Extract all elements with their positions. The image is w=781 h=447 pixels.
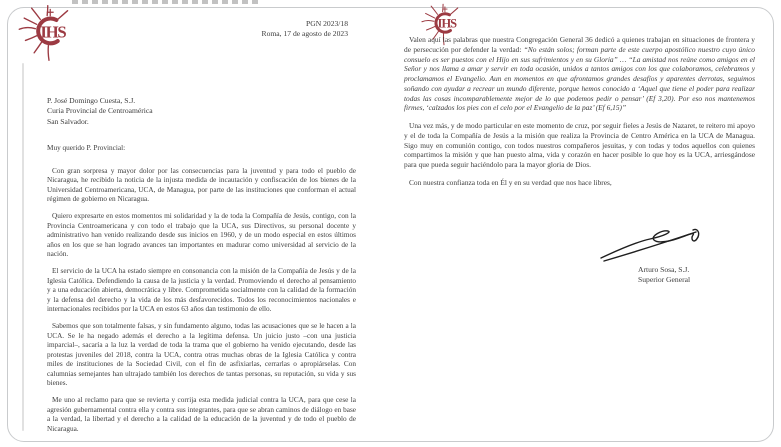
letter-page-2 xyxy=(383,8,773,441)
paragraph-1: Con gran sorpresa y mayor dolor por las consecuencias para la juventud y para todo el pueblo de Nicaragua, he recibido la noticia de la injusta medida de incautación y confiscación de los bienes de la Universidad Centroamericana, UCA, de Managua, por parte de las instituciones que conforman el actual régimen de gobierno en Nicaragua. xyxy=(47,166,356,204)
paragraph-3: El servicio de la UCA ha estado siempre en consonancia con la misión de la Compañía de Jesús y de la Iglesia Católica. Defendiendo la causa de la justicia y la verdad. Promoviendo el derecho al pensamiento y a una educación abierta, democrática y libre. Comprometida socialmente con la calidad de la formación y la defensa del derecho y la vida de los más desfavorecidos. Todos los reconocimientos nacionales e internacionales recibidos por la UCA en estos 63 años dan testimonio de ello. xyxy=(47,266,356,314)
recipient-name: P. José Domingo Cuesta, S.J. xyxy=(47,96,136,105)
letter-sheet xyxy=(7,7,774,442)
paragraph-5: Me uno al reclamo para que se revierta y corrija esta medida judicial contra la UCA, para que cese la agresión gubernamental contra ella y contra sus integrantes, para que se abran caminos de diálogo en base a la verdad, la libertad y el derecho a la calidad de la educación de la juventud y de todo el pueblo de Nicaragua. xyxy=(47,396,356,433)
quote-italic: “No están solos; forman parte de este cuerpo apostólico nuestro cuyo único consuelo es ser puestos con el Hijo en sus sufrimientos y en su Gloria” … “La amistad nos reúne como amigos en el Señor y nos llama a amar y servir en toda ocasión, unidos a tantos amigos con los que colaboramos, celebramos y proclamamos el Evangelio. Aun en momentos en que afrontamos grandes desafíos y aparentes derrotas, seguimos soñando con ayudar a recrear un mundo diferente, porque hemos conocido a ‘Aquel que tiene el poder para realizar todas las cosas incomparablemente mejor de lo que podemos pedir o pensar’ (Ef 3,20). Por eso nos mantenemos firmes, ‘calzados los pies con el celo por el Evangelio de la paz’ (Ef 6,15)” xyxy=(404,44,755,113)
paragraph-support: Una vez más, y de modo particular en este momento de cruz, por seguir fieles a Jesús de Nazaret, te reitero mi apoyo y el de toda la Compañía de Jesús a la misión que realiza la Provincia de Centro América en la UCA de Managua. Sigo muy en comunión contigo, con todos nuestros compañeros jesuitas, y con todas y todos aquellos con quienes compartimos la misión y que han puesto alma, vida y corazón en hacer posible lo que hoy es la UCA, arriesgándose para que pueda seguir haciéndolo para la mayor gloria de Dios. xyxy=(404,121,755,169)
signer-name: Arturo Sosa, S.J. xyxy=(638,265,690,274)
recipient-address xyxy=(47,96,153,127)
letter-body-page-2 xyxy=(404,35,755,196)
ihs-jesuit-seal-icon xyxy=(18,4,80,62)
signer-title: Superior General xyxy=(638,275,691,284)
scan-fold-shadow xyxy=(22,63,24,431)
recipient-org: Curia Provincial de Centroamérica xyxy=(47,106,153,116)
svg-text:IHS: IHS xyxy=(437,16,457,31)
salutation: Muy querido P. Provincial: xyxy=(47,144,126,152)
reference-number: PGN 2023/18 xyxy=(306,19,348,28)
paragraph-2: Quiero expresarte en estos momentos mi solidaridad y la de toda la Compañía de Jesús, contigo, con la Provincia Centroamericana y con todo el trabajo que la UCA, sus Directivos, su personal docente y administrativo han venido realizando desde sus inicios en 1960, y de un modo especial en estos últimos años en los que se han logrado avances tan importantes en madurar como universidad al servicio de la nación. xyxy=(47,211,356,259)
letter-page-1 xyxy=(8,8,383,441)
letter-body-page-1 xyxy=(47,144,356,441)
handwritten-signature-icon xyxy=(598,220,703,264)
recipient-city: San Salvador. xyxy=(47,116,89,126)
quote-intro: Valen aquí las palabras que nuestra Congregación General 36 dedicó a quienes trabajan en situaciones de frontera y de persecución por defender la verdad: xyxy=(404,35,755,54)
closing-line: Con nuestra confianza toda en Él y en su verdad que nos hace libres, xyxy=(409,177,612,187)
svg-text:IHS: IHS xyxy=(40,22,66,42)
paragraph-4: Sabemos que son totalmente falsas, y sin fundamento alguno, todas las acusaciones que se le hacen a la UCA. Se le ha negado además el derecho a la legítima defensa. Un juicio justo –con una justicia imparcial–, sacaría a la luz la verdad de toda la trama que el gobierno ha venido ejecutando, desde las protestas juveniles del 2018, contra la UCA, contra otras muchas obras de la Iglesia Católica y contra miles de instituciones de la Sociedad Civil, con el fin de asfixiarlas, cerrarlas o apropiárselas. Con calumnias semejantes han ultrajado también los derechos de tantas personas, su reputación, su vida y sus bienes. xyxy=(47,321,356,388)
dateline: Roma, 17 de agosto de 2023 xyxy=(261,29,348,38)
paragraph-quote xyxy=(404,35,755,113)
signature-block xyxy=(598,220,738,285)
cropped-scan-text-artifact xyxy=(72,0,260,4)
letter-header xyxy=(148,19,348,39)
signer-identity xyxy=(638,265,738,285)
